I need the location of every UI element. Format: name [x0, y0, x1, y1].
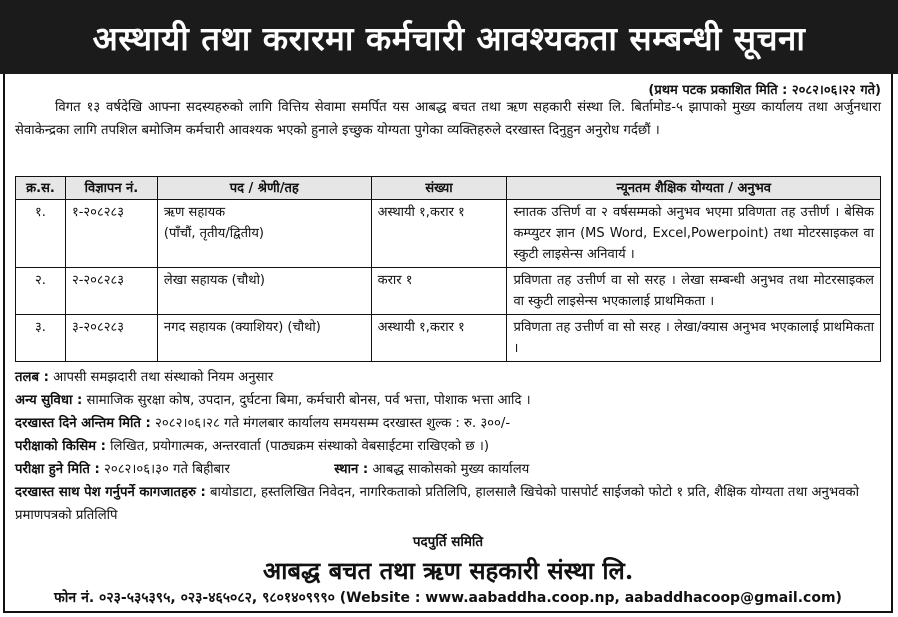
notice-body	[3, 74, 893, 613]
salary-line	[15, 366, 273, 389]
row-post: नगद सहायक (क्याशियर) (चौथो)	[157, 315, 371, 362]
table-row	[16, 200, 881, 268]
exam-date-label: परीक्षा हुने मिति :	[15, 462, 100, 477]
table-row	[16, 268, 881, 315]
documents-line	[15, 481, 885, 527]
benefits-value: सामाजिक सुरक्षा कोष, उपदान, दुर्घटना बिमा, कर्मचारी बोनस, पर्व भत्ता, पोशाक भत्ता आदि ।	[86, 393, 531, 408]
exam-type-line	[15, 435, 489, 458]
row-qualification: स्नातक उत्तिर्ण वा २ वर्षसम्मको अनुभव भएमा प्रविणता तह उत्तीर्ण । बेसिक कम्प्युटर ज्ञान (MS Word, Excel,Powerpoint) तथा मोटरसाइकल वा स्कुटी लाइसेन्स अनिवार्य ।	[507, 200, 881, 268]
row-count: अस्थायी १,करार १	[371, 200, 507, 268]
salary-value: आपसी समझदारी तथा संस्थाको नियम अनुसार	[53, 370, 274, 385]
header-qualification: न्यूनतम शैक्षिक योग्यता / अनुभव	[507, 177, 881, 200]
committee-name: पदपुर्ति समिति	[412, 534, 484, 550]
documents-label: दरखास्त साथ पेश गर्नुपर्ने कागजातहरु :	[15, 485, 206, 500]
row-ad-no: १-२०८२८३	[65, 200, 157, 268]
deadline-label: दरखास्त दिने अन्तिम मिति :	[15, 416, 151, 431]
exam-type-label: परीक्षाको किसिम :	[15, 439, 106, 454]
deadline-line	[15, 412, 510, 435]
exam-date-value: २०८२।०६।३० गते बिहीबार	[103, 462, 230, 477]
header-ad-no: विज्ञापन नं.	[65, 177, 157, 200]
post-name: ऋण सहायक	[163, 205, 226, 220]
publication-date: (प्रथम पटक प्रकाशित मिति : २०८२।०६।२२ गते)	[648, 83, 881, 98]
exam-type-value: लिखित, प्रयोगात्मक, अन्तरवार्ता (पाठ्यक्रम संस्थाको वेबसाईटमा राखिएको छ ।)	[110, 439, 489, 454]
header-sn: क्र.स.	[16, 177, 66, 200]
table-row	[16, 315, 881, 362]
row-ad-no: ३-२०८२८३	[65, 315, 157, 362]
row-qualification: प्रविणता तह उत्तीर्ण वा सो सरह । लेखा/क्यास अनुभव भएकालाई प्राथमिकता ।	[507, 315, 881, 362]
notice-title: अस्थायी तथा करारमा कर्मचारी आवश्यकता सम्बन्धी सूचना	[92, 18, 806, 58]
contact-info: फोन नं. ०२३-५३५३९५, ०२३-४६५०८२, ९८०१४०९९९० (Website : www.aabaddha.coop.np, aabaddhacoop@gmail.com)	[54, 590, 842, 606]
row-count: अस्थायी १,करार १	[371, 315, 507, 362]
row-sn: ३.	[16, 315, 66, 362]
header-count: संख्या	[371, 177, 507, 200]
row-qualification: प्रविणता तह उत्तीर्ण वा सो सरह । लेखा सम्बन्धी अनुभव तथा मोटरसाइकल वा स्कुटी लाइसेन्स भएकालाई प्राथमिकता ।	[507, 268, 881, 315]
title-bar	[0, 0, 898, 74]
post-level: (पाँचौं, तृतीय/द्वितीय)	[163, 226, 264, 241]
intro-paragraph: विगत १३ वर्षदेखि आफ्ना सदस्यहरुको लागि वित्तिय सेवामा समर्पित यस आबद्ध बचत तथा ऋण सहकारी संस्था लि. बिर्तामोड-५ झापाको मुख्य कार्यालय तथा अर्जुनधारा सेवाकेन्द्रका लागि तपशिल बमोजिम कर्मचारी आवश्यक भएको हुनाले इच्छुक योग्यता पुगेका व्यक्तिहरुले दरखास्त दिनुहुन अनुरोध गर्दछौं ।	[15, 100, 881, 138]
documents-value: बायोडाटा, हस्तलिखित निवेदन, नागरिकताको प्रतिलिपि, हालसालै खिचेको पासपोर्ट साईजको फोटो १ प्रति, शैक्षिक योग्यता तथा अनुभवको प्रमाणपत्रको प्रतिलिपि	[15, 485, 860, 523]
table-header-row	[16, 177, 881, 200]
row-sn: १.	[16, 200, 66, 268]
venue-value: आबद्ध साकोसको मुख्य कार्यालय	[372, 462, 530, 477]
header-post: पद / श्रेणी/तह	[157, 177, 371, 200]
benefits-label: अन्य सुविधा :	[15, 393, 83, 408]
row-post	[157, 200, 371, 268]
row-count: करार १	[371, 268, 507, 315]
venue-label: स्थान :	[334, 462, 369, 477]
salary-label: तलब :	[15, 370, 49, 385]
row-post: लेखा सहायक (चौथो)	[157, 268, 371, 315]
benefits-line	[15, 389, 531, 412]
deadline-value: २०८२।०६।२८ गते मंगलबार कार्यालय समयसम्म दरखास्त शुल्क : रु. ३००/-	[155, 416, 511, 431]
vacancy-table	[15, 176, 881, 362]
organization-name: आबद्ध बचत तथा ऋण सहकारी संस्था लि.	[262, 556, 634, 585]
exam-date-line	[15, 458, 529, 481]
row-sn: २.	[16, 268, 66, 315]
row-ad-no: २-२०८२८३	[65, 268, 157, 315]
